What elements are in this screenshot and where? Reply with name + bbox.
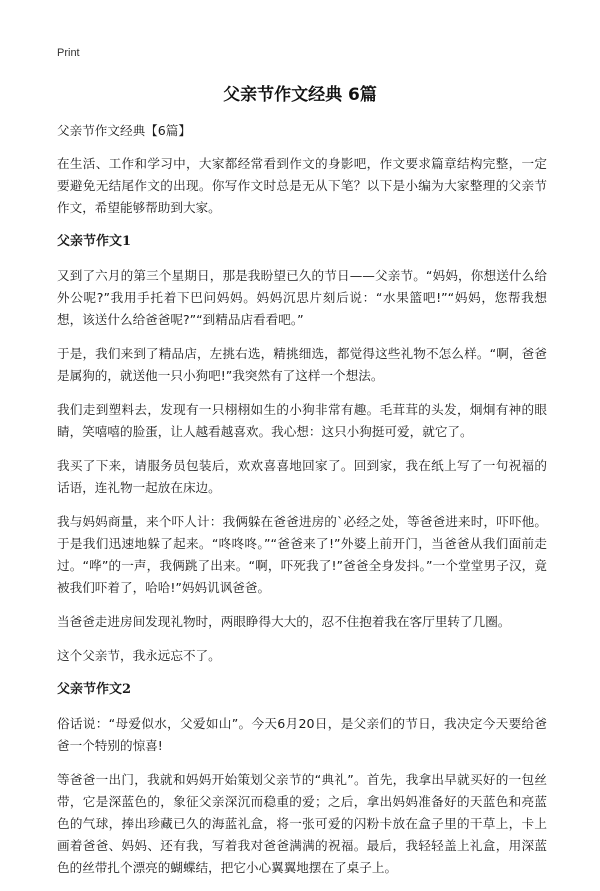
essay-1-paragraph: 我买了下来，请服务员包装后，欢欢喜喜地回家了。回到家，我在纸上写了一句祝福的话语，连礼物一起放在床边。 bbox=[57, 458, 547, 495]
essay-1-paragraph: 我们走到塑料去，发现有一只栩栩如生的小狗非常有趣。毛茸茸的头发，炯炯有神的眼睛，笑嘻嘻的脸蛋，让人越看越喜欢。我心想：这只小狗挺可爱，就它了。 bbox=[57, 402, 547, 439]
essay-1-paragraph: 于是，我们来到了精品店，左挑右选，精挑细选，都觉得这些礼物不怎么样。“啊，爸爸是属狗的，就送他一只小狗吧!”我突然有了这样一个想法。 bbox=[57, 346, 547, 383]
essay-2-paragraph: 俗话说：“母爱似水，父爱如山”。今天6月20日，是父亲们的节日，我决定今天要给爸爸一个特别的惊喜! bbox=[57, 716, 547, 753]
essay-2-heading: 父亲节作文2 bbox=[57, 682, 132, 697]
essay-1-paragraph: 这个父亲节，我永远忘不了。 bbox=[57, 648, 221, 663]
essay-1-paragraph: 又到了六月的第三个星期日，那是我盼望已久的节日——父亲节。“妈妈，你想送什么给外公呢?”我用手托着下巴问妈妈。妈妈沉思片刻后说：“水果篮吧!”“妈妈，您帮我想想，该送什么给爸爸呢?”“到精品店看看吧。” bbox=[57, 268, 547, 327]
print-link[interactable]: Print bbox=[57, 47, 80, 59]
essay-1-paragraph: 当爸爸走进房间发现礼物时，两眼睁得大大的，忍不住抱着我在客厅里转了几圈。 bbox=[57, 614, 511, 629]
essay-1-paragraph: 我与妈妈商量，来个吓人计：我俩躲在爸爸进房的`必经之处，等爸爸进来时，吓吓他。于是我们迅速地躲了起来。“咚咚咚。”“爸爸来了!”外婆上前开门，当爸爸从我们面前走过。“哗”的一声，我俩跳了出来。“啊，吓死我了!”爸爸全身发抖。”一个堂堂男子汉，竟被我们吓着了，哈哈!”妈妈讥讽爸爸。 bbox=[57, 514, 547, 595]
intro-paragraph: 在生活、工作和学习中，大家都经常看到作文的身影吧，作文要求篇章结构完整，一定要避免无结尾作文的出现。你写作文时总是无从下笔？以下是小编为大家整理的父亲节作文，希望能够帮助到大家。 bbox=[57, 156, 547, 215]
essay-1-heading: 父亲节作文1 bbox=[57, 234, 132, 249]
page-title: 父亲节作文经典 6篇 bbox=[223, 85, 377, 105]
essay-2-paragraph: 等爸爸一出门，我就和妈妈开始策划父亲节的“典礼”。首先，我拿出早就买好的一包丝带，它是深蓝色的，象征父亲深沉而稳重的爱；之后，拿出妈妈准备好的天蓝色和亮蓝色的气球，捧出珍藏已久的海蓝礼盒，将一张可爱的闪粉卡放在盒子里的干草上，卡上画着爸爸、妈妈、还有我，写着我对爸爸满满的祝福。最后，我轻轻盖上礼盒，用深蓝色的丝带扎个漂亮的蝴蝶结，把它小心翼翼地摆在了桌子上。 bbox=[57, 772, 547, 875]
document-body bbox=[57, 120, 547, 891]
subtitle: 父亲节作文经典【6篇】 bbox=[57, 123, 191, 138]
